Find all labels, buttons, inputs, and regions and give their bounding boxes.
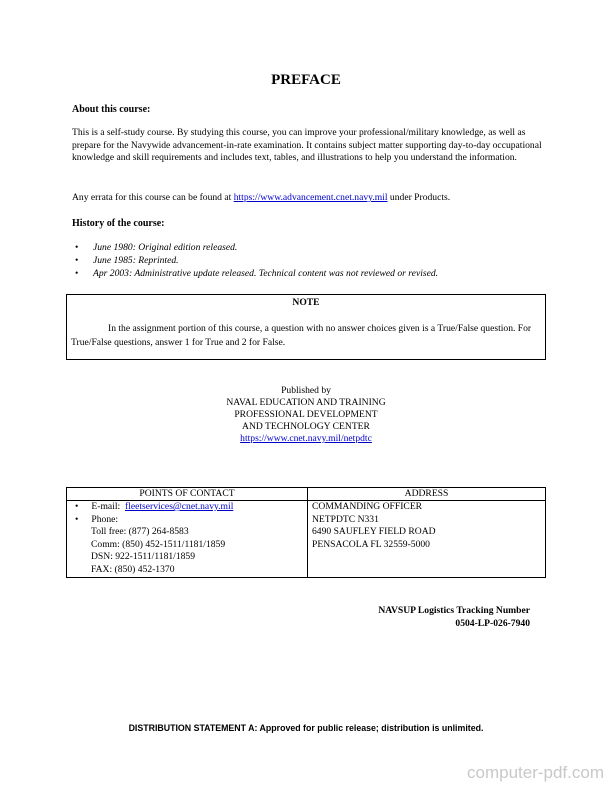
history-item: • Apr 2003: Administrative update released. Technical content was not reviewed or revised.: [72, 268, 542, 281]
bullet-icon: •: [75, 501, 79, 512]
address-header: ADDRESS: [308, 488, 546, 501]
note-text: In the assignment portion of this course, a question with no answer choices given is a True/False question. For True/False questions, answer 1 for True and 2 for False.: [71, 323, 532, 348]
errata-suffix: under Products.: [387, 192, 451, 203]
address-line: COMMANDING OFFICER: [312, 501, 423, 512]
distribution-statement: DISTRIBUTION STATEMENT A: Approved for public release; distribution is unlimited.: [128, 723, 484, 733]
errata-link[interactable]: https://www.advancement.cnet.navy.mil: [233, 192, 388, 203]
navsup-tracking: [378, 605, 530, 630]
address-line: 6490 SAUFLEY FIELD ROAD: [312, 526, 436, 538]
navsup-label: NAVSUP Logistics Tracking Number: [378, 605, 530, 616]
publisher-block: [0, 385, 612, 445]
points-of-contact-cell: [67, 501, 308, 578]
phone-number: Comm: (850) 452-1511/1181/1859: [91, 538, 226, 550]
errata-prefix: Any errata for this course can be found at: [72, 192, 234, 203]
phone-number: FAX: (850) 452-1370: [91, 563, 175, 575]
page-title: PREFACE: [271, 72, 341, 88]
watermark: computer-pdf.com: [467, 763, 604, 782]
email-link[interactable]: fleetservices@cnet.navy.mil: [124, 501, 234, 512]
email-row: [71, 501, 303, 514]
history-list: [72, 242, 542, 280]
contact-table-header-row: [67, 488, 546, 501]
address-line: PENSACOLA FL 32559-5000: [312, 538, 430, 550]
history-heading: History of the course:: [72, 218, 165, 229]
email-label: E-mail:: [91, 501, 121, 512]
note-title: NOTE: [292, 297, 320, 308]
about-paragraph: This is a self-study course. By studying this course, you can improve your professional/military knowledge, as well as prepare for the Navywide advancement-in-rate examination. It contains subject matter supporting day-to-day occupational knowledge and skill requirements and includes text, tables, and illustrations to help you understand the information.: [72, 127, 542, 164]
errata-line: [72, 192, 542, 205]
phone-number: Toll free: (877) 264-8583: [91, 526, 189, 538]
address-cell: [308, 501, 546, 578]
history-item: • June 1980: Original edition released.: [72, 242, 542, 255]
navsup-number: 0504-LP-026-7940: [455, 617, 530, 629]
bullet-icon: •: [75, 513, 79, 525]
phone-label: Phone:: [91, 513, 119, 525]
about-heading: About this course:: [72, 104, 151, 115]
publisher-line: PROFESSIONAL DEVELOPMENT: [234, 409, 378, 420]
phone-number: DSN: 922-1511/1181/1859: [91, 551, 196, 563]
address-line: NETPDTC N331: [312, 513, 379, 525]
publisher-line: NAVAL EDUCATION AND TRAINING: [226, 397, 386, 408]
note-box: [66, 294, 546, 360]
publisher-line: AND TECHNOLOGY CENTER: [242, 421, 370, 432]
publisher-link[interactable]: https://www.cnet.navy.mil/netpdtc: [240, 433, 372, 444]
phone-row: [71, 514, 303, 527]
contact-table: [66, 487, 546, 578]
points-of-contact-header: POINTS OF CONTACT: [67, 488, 308, 501]
publisher-line: Published by: [281, 385, 331, 396]
history-item: • June 1985: Reprinted.: [72, 255, 542, 268]
contact-table-row: [67, 501, 546, 578]
